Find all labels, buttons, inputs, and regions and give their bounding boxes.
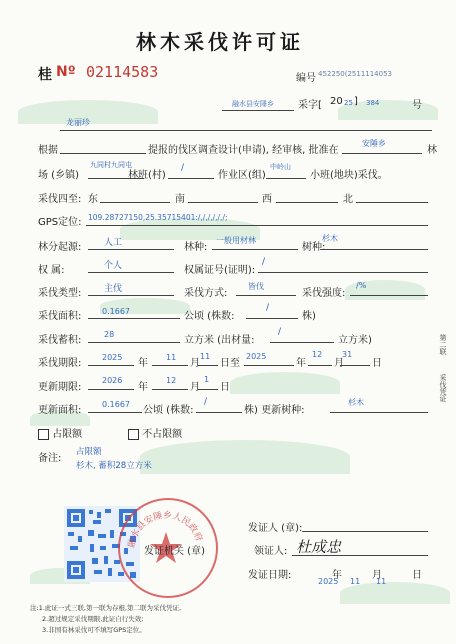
side-copy: 第二联 (439, 334, 447, 355)
renew-area-value: 0.1667 (102, 400, 130, 409)
code-label: 编号 (296, 73, 316, 84)
period-d1: 11 (200, 352, 211, 361)
bounds-north: 北 (343, 194, 353, 205)
decor-hill (230, 372, 340, 394)
cut-method-label: 采伐方式: (184, 288, 228, 299)
period-yue2: 月 (334, 358, 344, 369)
period-m1: 11 (166, 353, 177, 362)
issuer-receiver-label: 领证人: (254, 546, 288, 557)
date-month-char: 月 (372, 570, 382, 581)
county-stamp: 融水县安陲乡 (232, 100, 274, 108)
cut-type-label: 采伐类型: (38, 288, 82, 299)
permit-word-year-left: 20 (330, 96, 343, 107)
renew-year: 2026 (102, 376, 123, 385)
permit-word-num: 384 (366, 99, 380, 107)
issue-year: 2025 (318, 577, 339, 586)
issue-day: 11 (376, 577, 387, 586)
location-chang: 场 (乡镇) (38, 170, 79, 181)
period-ri-zhi: 日至 (220, 358, 240, 369)
cut-strength-value: /% (356, 281, 367, 290)
volume-close: 立方米) (338, 335, 372, 346)
issuer-agency: 发证机关 (章) (144, 546, 205, 557)
serial-number: 02114583 (86, 63, 159, 81)
volume-label: 采伐蓄积: (38, 335, 82, 346)
bounds-east: 东 (88, 194, 98, 205)
stamp-text: 融水县安陲乡人民政府 (126, 510, 204, 549)
issuer-date-label: 发证日期: (248, 570, 292, 581)
renew-area-count: / (204, 397, 208, 407)
ownership-cert-value: / (262, 257, 266, 267)
location-zone-label: 作业区(组) (218, 170, 266, 181)
permit-word-suffix: 号 (412, 100, 422, 111)
period-nian: 年 (138, 358, 148, 369)
volume-unit: 立方米 (出材量: (184, 335, 255, 346)
no-quota-label: 不占限额 (142, 429, 183, 440)
cut-strength-label: 采伐强度: (302, 288, 346, 299)
renew-day: 1 (204, 375, 210, 384)
origin-value: 人工 (104, 238, 123, 248)
bounds-west: 西 (262, 194, 272, 205)
cut-type-value: 主伐 (104, 284, 123, 294)
area-unit: 公顷 (株数: (184, 311, 235, 322)
area-count: / (266, 303, 270, 313)
gps-label: GPS定位: (38, 217, 82, 228)
period-y1: 2025 (102, 353, 123, 362)
period-m2: 12 (312, 350, 323, 359)
intro-tail: 提报的伐区调查设计(申请), 经审核, 批准在 (148, 145, 339, 156)
renew-area-close: 株) 更新树种: (244, 405, 305, 416)
date-day-char: 日 (412, 570, 422, 581)
decor-hill (140, 440, 350, 474)
footnote-2: 2.超过规定采伐期限,此证自行失效; (42, 615, 144, 623)
period-nian2: 年 (296, 358, 306, 369)
renew-label: 更新期限: (38, 382, 82, 393)
quota-label: 占限额 (52, 429, 83, 440)
bounds-label: 采伐四至: (38, 194, 82, 205)
quota-checkbox[interactable] (38, 429, 49, 440)
footnote-3: 3.非国有林采伐可不填写GPS定位。 (42, 626, 146, 634)
area-close: 株) (302, 311, 316, 322)
volume-out: / (278, 327, 282, 337)
permit-word-mid: ] (354, 96, 358, 107)
check-no-quota[interactable] (128, 425, 182, 440)
intro-lin: 林 (427, 145, 437, 156)
origin-type-value: 一般用材林 (216, 236, 256, 245)
check-quota[interactable] (38, 425, 82, 440)
no-quota-checkbox[interactable] (128, 429, 139, 440)
ownership-cert-label: 权属证号(证明): (184, 265, 256, 276)
page-title: 林木采伐许可证 (136, 30, 304, 54)
location-zone-value: 中岭山 (270, 163, 291, 171)
issuer-person-label: 发证人 (章): (248, 523, 303, 534)
remarks-line2: 杉木, 蓄积28立方米 (76, 461, 152, 471)
ownership-value: 个人 (104, 261, 123, 271)
intro-area: 安陲乡 (362, 139, 386, 148)
origin-label: 林分起源: (38, 242, 82, 253)
permit-word-prefix: 采字[ (298, 100, 322, 111)
remarks-line1: 占限额 (76, 447, 102, 457)
footnote-1: 注:1.此证一式三联,第一联为存根,第二联为采伐凭证, (30, 604, 182, 612)
ownership-label: 权 属: (38, 265, 65, 276)
issue-month: 11 (350, 577, 361, 586)
code-value: 452250(2511114053 (318, 70, 392, 78)
period-y2: 2025 (246, 352, 267, 361)
area-label: 采伐面积: (38, 311, 82, 322)
renew-month: 12 (166, 376, 177, 385)
permit-word-year: 25 (344, 99, 353, 107)
period-d2: 31 (342, 350, 353, 359)
location-lbc-value: / (181, 163, 185, 173)
location-lbc-label: 林班(村) (128, 170, 166, 181)
period-label: 采伐期限: (38, 358, 82, 369)
period-ri: 日 (372, 358, 382, 369)
decor-hill (338, 100, 438, 120)
renew-nian: 年 (138, 382, 148, 393)
signature: 杜成忠 (296, 538, 342, 556)
renew-area-species: 杉木 (348, 398, 364, 407)
gps-value: 109.28727150,25.35715401:/,/,/,/,/,/; (88, 213, 228, 222)
renew-yue: 月 (190, 382, 200, 393)
origin-species-value: 杉木 (322, 234, 338, 243)
location-class-label: 小班(地块)采伐。 (310, 170, 388, 181)
intro-text: 根据 (38, 145, 58, 156)
renew-ri: 日 (220, 382, 230, 393)
renew-area-unit: 公顷 (株数: (143, 405, 194, 416)
cut-method-value: 皆伐 (248, 282, 264, 291)
serial-prefix: 桂 (38, 67, 52, 83)
volume-value: 28 (104, 330, 115, 339)
remarks-label: 备注: (38, 453, 62, 464)
location-village: 九同村九同屯 (90, 161, 132, 169)
serial-no-sign: Nº (56, 64, 76, 80)
date-year-char: 年 (332, 570, 342, 581)
period-yue: 月 (190, 358, 200, 369)
side-type: 采伐凭证 (439, 374, 447, 402)
renew-area-label: 更新面积: (38, 405, 82, 416)
origin-species-label: 树种: (302, 242, 326, 253)
applicant-name: 龙丽珍 (66, 118, 90, 127)
origin-type-label: 林种: (184, 242, 208, 253)
bounds-south: 南 (175, 194, 185, 205)
area-value: 0.1667 (102, 307, 130, 316)
